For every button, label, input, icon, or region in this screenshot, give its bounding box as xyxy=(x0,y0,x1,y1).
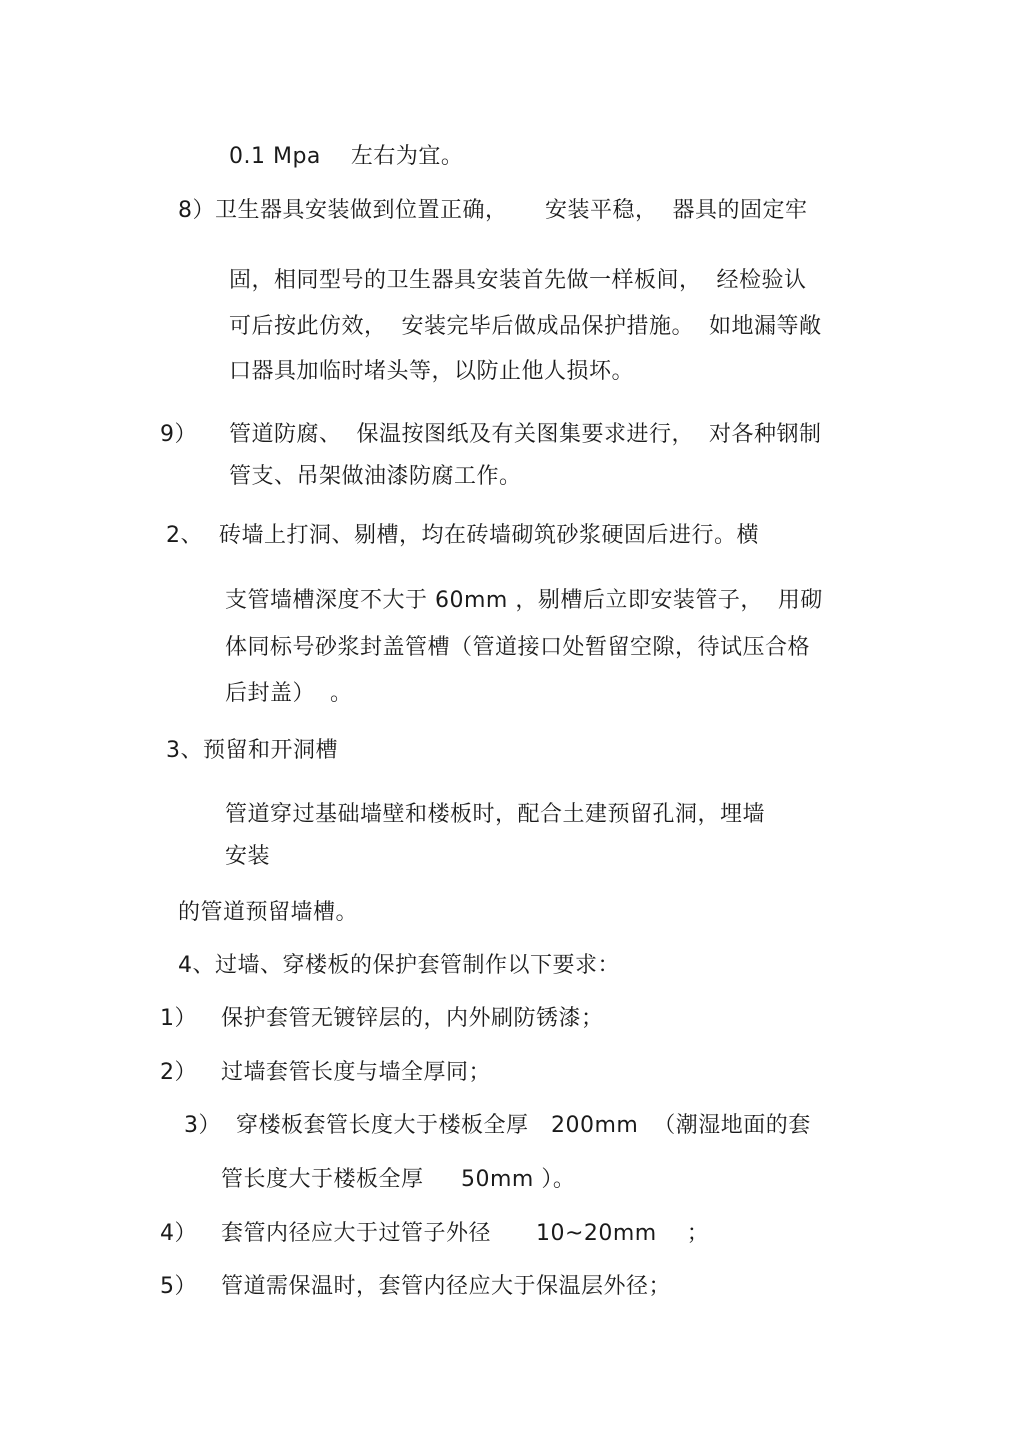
list-item-8: 8）卫生器具安装做到位置正确， 安装平稳， 器具的固定牢 xyxy=(178,198,808,223)
list-marker-4: 4） xyxy=(160,1221,197,1246)
list-marker-2: 2） xyxy=(160,1060,197,1085)
text-line: 可后按此仿效， 安装完毕后做成品保护措施。 如地漏等敞 xyxy=(229,314,822,339)
list-item-3: 3） 穿楼板套管长度大于楼板全厚 200mm （潮湿地面的套 xyxy=(184,1113,811,1138)
text-line: 管道需保温时，套管内径应大于保温层外径； xyxy=(221,1274,672,1299)
text-line: 套管内径应大于过管子外径 10~20mm ； xyxy=(221,1221,710,1246)
section-marker-2: 2、 xyxy=(166,523,203,548)
text-line: 0.1 Mpa 左右为宜。 xyxy=(229,144,464,169)
text-line: 过墙套管长度与墙全厚同； xyxy=(221,1060,492,1085)
list-marker-1: 1） xyxy=(160,1006,197,1031)
text-line: 砖墙上打洞、剔槽，均在砖墙砌筑砂浆硬固后进行。横 xyxy=(219,523,760,548)
text-line: 口器具加临时堵头等，以防止他人损坏。 xyxy=(229,359,635,384)
text-line: 后封盖） 。 xyxy=(225,681,353,706)
text-line: 管道防腐、 保温按图纸及有关图集要求进行， 对各种钢制 xyxy=(229,422,822,447)
list-marker-9: 9） xyxy=(160,422,197,447)
text-line: 管道穿过基础墙壁和楼板时，配合土建预留孔洞，埋墙 xyxy=(225,802,766,827)
text-line: 支管墙槽深度不大于 60mm ，剔槽后立即安装管子， 用砌 xyxy=(225,588,823,613)
section-heading-3: 3、预留和开洞槽 xyxy=(166,738,338,763)
text-line: 管支、吊架做油漆防腐工作。 xyxy=(229,464,522,489)
section-heading-4: 4、过墙、穿楼板的保护套管制作以下要求： xyxy=(178,953,620,978)
text-line: 管长度大于楼板全厚 50mm ）。 xyxy=(221,1167,576,1192)
text-line: 体同标号砂浆封盖管槽（管道接口处暂留空隙，待试压合格 xyxy=(225,635,811,660)
list-marker-5: 5） xyxy=(160,1274,197,1299)
text-line: 的管道预留墙槽。 xyxy=(178,900,359,925)
text-line: 固，相同型号的卫生器具安装首先做一样板间， 经检验认 xyxy=(229,268,807,293)
text-line: 安装 xyxy=(225,844,271,869)
text-line: 保护套管无镀锌层的，内外刷防锈漆； xyxy=(221,1006,604,1031)
